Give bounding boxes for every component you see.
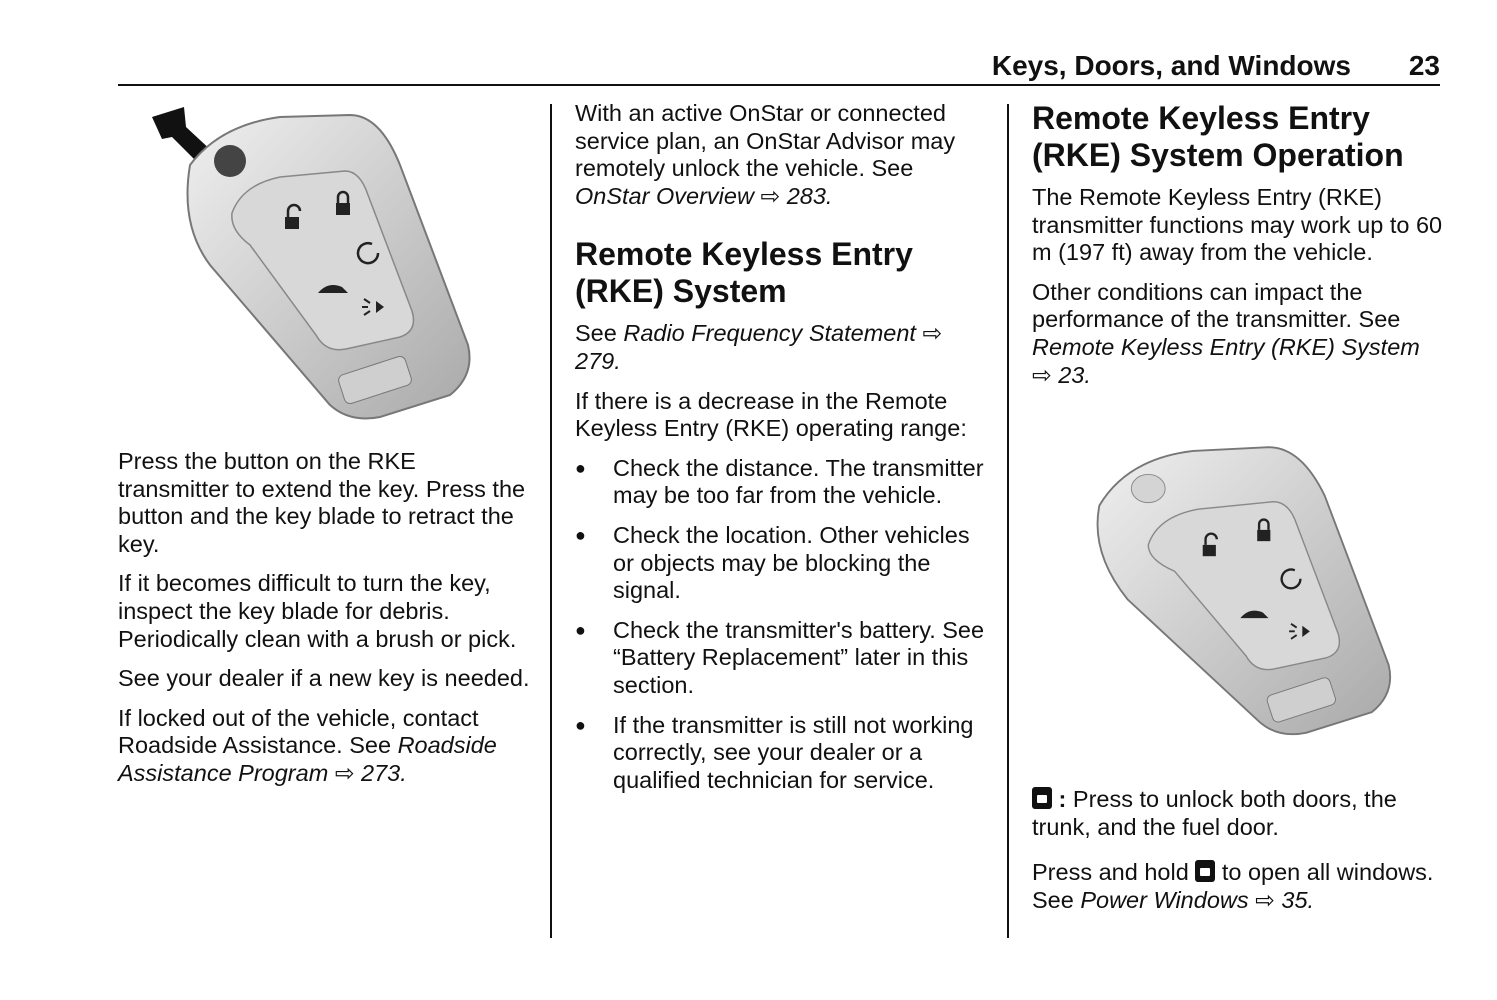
section-heading: Remote Keyless Entry (RKE) System [575, 236, 913, 310]
cross-reference-link[interactable]: OnStar Overview [575, 182, 754, 209]
cross-reference-link[interactable]: Power Windows [1080, 886, 1249, 913]
paragraph [1032, 279, 1444, 389]
cross-reference-link[interactable]: Remote Keyless Entry (RKE) System [1032, 333, 1420, 360]
column-1 [118, 448, 533, 800]
text: If locked out of the vehicle, contact Roadside Assistance. See [118, 704, 479, 759]
column-3-lower [1032, 786, 1444, 926]
column-2 [575, 100, 985, 806]
paragraph: The Remote Keyless Entry (RKE) transmitter functions may work up to 60 m (197 ft) away from the vehicle. [1032, 184, 1443, 266]
paragraph: See your dealer if a new key is needed. [118, 665, 530, 692]
text: See [575, 320, 624, 347]
key-fob-icon [188, 115, 470, 419]
bullet-list [575, 455, 985, 795]
paragraph [1032, 786, 1444, 841]
text: With an active OnStar or connected service plan, an OnStar Advisor may remotely unlock the vehicle. See [575, 100, 956, 182]
paragraph [575, 100, 985, 210]
paragraph: Press the button on the RKE transmitter to extend the key. Press the button and the key blade to retract the key. [118, 448, 526, 557]
column-divider-2 [1007, 104, 1009, 938]
page-reference: 273. [361, 759, 407, 786]
text: Press to unlock both doors, the trunk, and the fuel door. [1032, 786, 1397, 840]
list-item: ● Check the location. Other vehicles or objects may be blocking the signal. [575, 522, 985, 605]
cross-reference-link[interactable]: Radio Frequency Statement [623, 320, 916, 347]
page-header-title: Keys, Doors, and Windows [991, 50, 1351, 81]
page-reference: 283. [786, 182, 833, 209]
paragraph [1032, 859, 1444, 914]
text: Press and hold [1032, 859, 1196, 886]
reference-arrow-icon: ⇨ [760, 182, 781, 209]
key-fob-illustration-2 [1090, 430, 1400, 750]
key-fob-icon [1098, 447, 1391, 734]
page-number: 23 [1408, 50, 1440, 81]
paragraph [575, 320, 985, 375]
reference-arrow-icon: ⇨ [1032, 361, 1052, 388]
key-fob-illustration-1 [150, 105, 480, 425]
text: to open all windows. See [1032, 859, 1434, 913]
page-reference: 279. [575, 347, 621, 374]
cross-reference-link[interactable]: Roadside Assistance Program [118, 732, 497, 786]
section-heading: Remote Keyless Entry (RKE) System Operation [1032, 100, 1404, 173]
reference-arrow-icon: ⇨ [1255, 886, 1275, 913]
unlock-icon [1195, 860, 1215, 882]
text: Other conditions can impact the performance of the transmitter. See [1032, 278, 1401, 333]
paragraph: If there is a decrease in the Remote Keyless Entry (RKE) operating range: [575, 387, 967, 442]
symbol-colon: : [1058, 786, 1067, 812]
column-divider-1 [550, 104, 552, 938]
paragraph: If it becomes difficult to turn the key, inspect the key blade for debris. Periodically clean with a brush or pick. [118, 570, 517, 652]
list-item: ● If the transmitter is still not working correctly, see your dealer or a qualified technician for service. [575, 712, 985, 795]
list-item: ● Check the distance. The transmitter may be too far from the vehicle. [575, 455, 985, 510]
column-3 [1032, 100, 1444, 401]
page-reference: 35. [1281, 886, 1315, 913]
header-rule [118, 84, 1440, 86]
unlock-icon [1032, 787, 1052, 809]
reference-arrow-icon: ⇨ [334, 759, 355, 786]
reference-arrow-icon: ⇨ [922, 320, 943, 347]
page-reference: 23. [1058, 361, 1091, 388]
paragraph [118, 705, 533, 788]
list-item: ● Check the transmitter's battery. See “Battery Replacement” later in this section. [575, 617, 985, 700]
